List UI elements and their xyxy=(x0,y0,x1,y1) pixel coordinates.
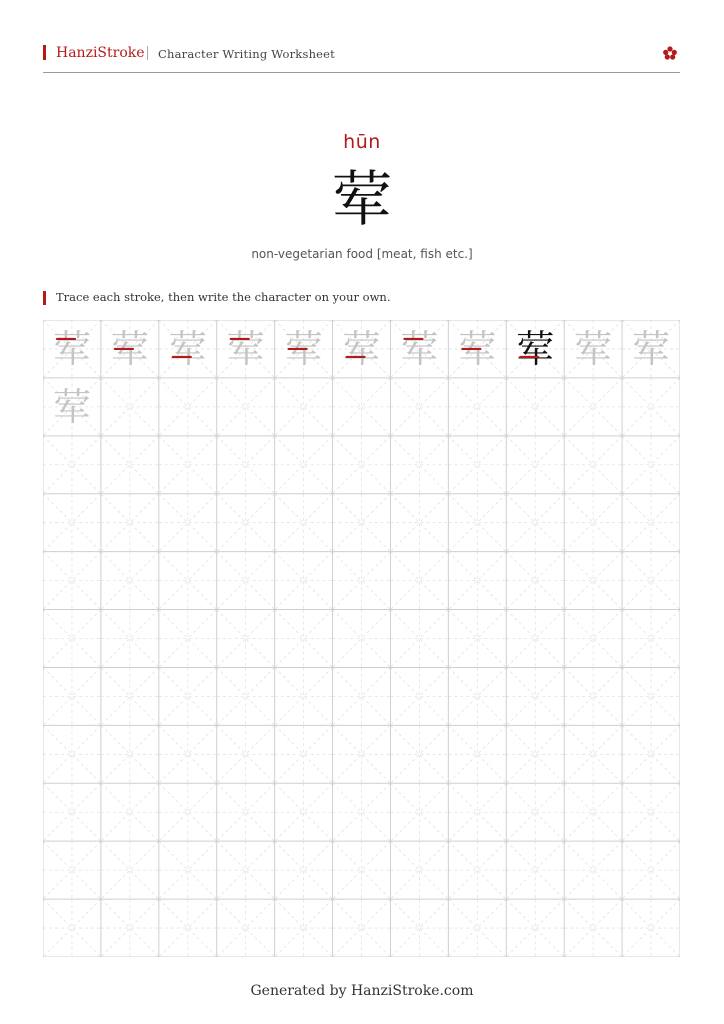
stroke-order-step: 荤 xyxy=(284,326,323,371)
main-character: 荤 xyxy=(332,165,392,235)
brand-name[interactable]: HanziStroke xyxy=(56,45,145,61)
stroke-order-step: 荤 xyxy=(226,326,265,371)
stroke-order-step: 荤 xyxy=(458,326,497,371)
stroke-order-step: 荤 xyxy=(52,326,91,371)
trace-character: 荤 xyxy=(574,326,613,371)
footer-credit[interactable]: Generated by HanziStroke.com xyxy=(250,983,474,999)
trace-character: 荤 xyxy=(632,326,671,371)
header-separator xyxy=(147,46,148,60)
worksheet-header xyxy=(43,42,680,73)
brand-accent-bar xyxy=(43,45,46,60)
definition-text: non-vegetarian food [meat, fish etc.] xyxy=(251,247,473,261)
guide-lines xyxy=(43,320,680,957)
plum-blossom-icon xyxy=(662,45,678,61)
stroke-order-step: 荤 xyxy=(342,326,381,371)
trace-character: 荤 xyxy=(52,384,91,429)
stroke-order-step: 荤 xyxy=(400,326,439,371)
pinyin-label: hūn xyxy=(343,131,381,153)
practice-grid[interactable] xyxy=(43,320,680,957)
worksheet-subtitle: Character Writing Worksheet xyxy=(158,47,336,61)
instruction-accent-bar xyxy=(43,291,46,305)
stroke-order-step: 荤 xyxy=(168,326,207,371)
instruction-text: Trace each stroke, then write the character on your own. xyxy=(56,290,391,304)
stroke-order-step: 荤 xyxy=(110,326,149,371)
stroke-order-step: 荤 xyxy=(516,326,555,371)
